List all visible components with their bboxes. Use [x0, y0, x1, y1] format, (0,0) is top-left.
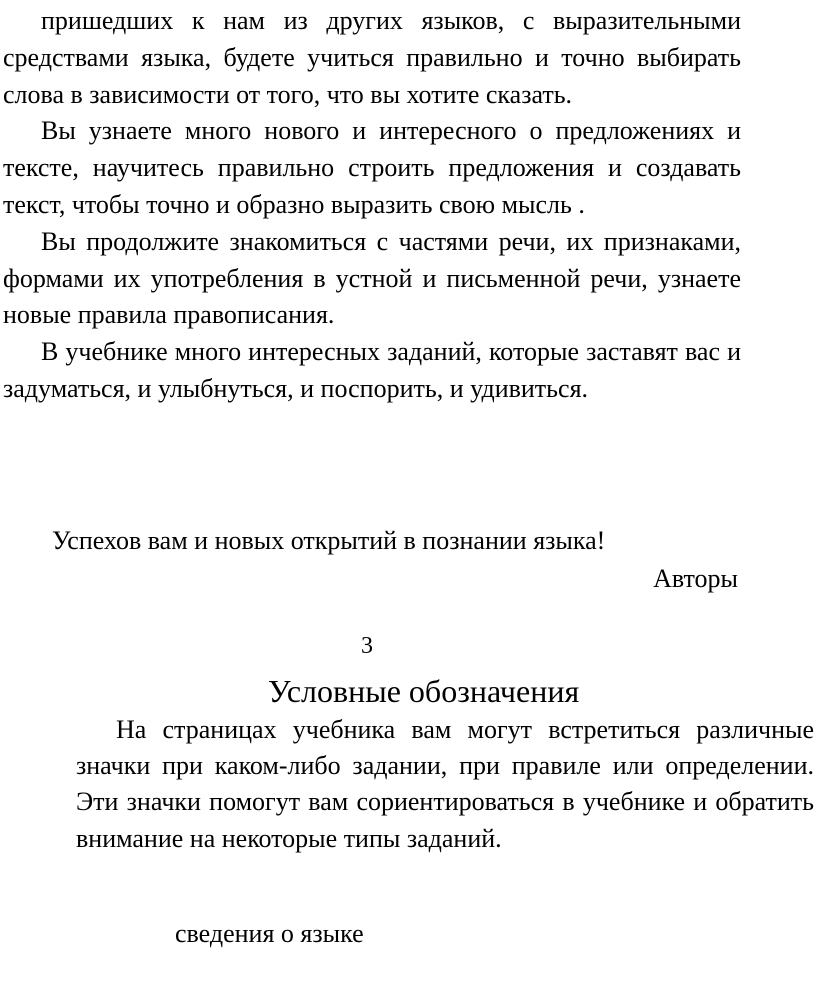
section-title: Условные обозначения	[268, 673, 580, 709]
closing-wish: Успехов вам и новых открытий в познании языка!	[52, 526, 606, 555]
intro-paragraph-3: Вы продолжите знакомиться с частями речи, их признаками, формами их употребления в устной и письменной речи, узнаете новые правила правописания.	[3, 226, 741, 330]
page-number: 3	[361, 633, 373, 659]
intro-paragraph-2: Вы узнаете много нового и интересного о предложениях и тексте, научитесь правильно строить предложения и создавать текст, чтобы точно и образно выразить свою мысль .	[3, 116, 741, 219]
legend-intro-paragraph: На страницах учебника вам могут встретиться различные значки при каком-либо задании, при правиле или определении. Эти значки помогут вам сориентироваться в учебнике и обратить внимание на некоторые типы заданий.	[76, 715, 814, 853]
intro-paragraph-4: В учебнике много интересных заданий, которые заставят вас и задуматься, и улыбнуться, и поспорить, и удивиться.	[3, 337, 741, 403]
intro-text	[3, 3, 741, 408]
legend-item-language-info: сведения о языке	[175, 919, 364, 948]
authors-signature: Авторы	[653, 564, 738, 593]
intro-paragraph-1: пришедших к нам из других языков, с выразительными средствами языка, будете учиться правильно и точно выбирать слова в зависимости от того, что вы хотите сказать.	[3, 6, 741, 109]
